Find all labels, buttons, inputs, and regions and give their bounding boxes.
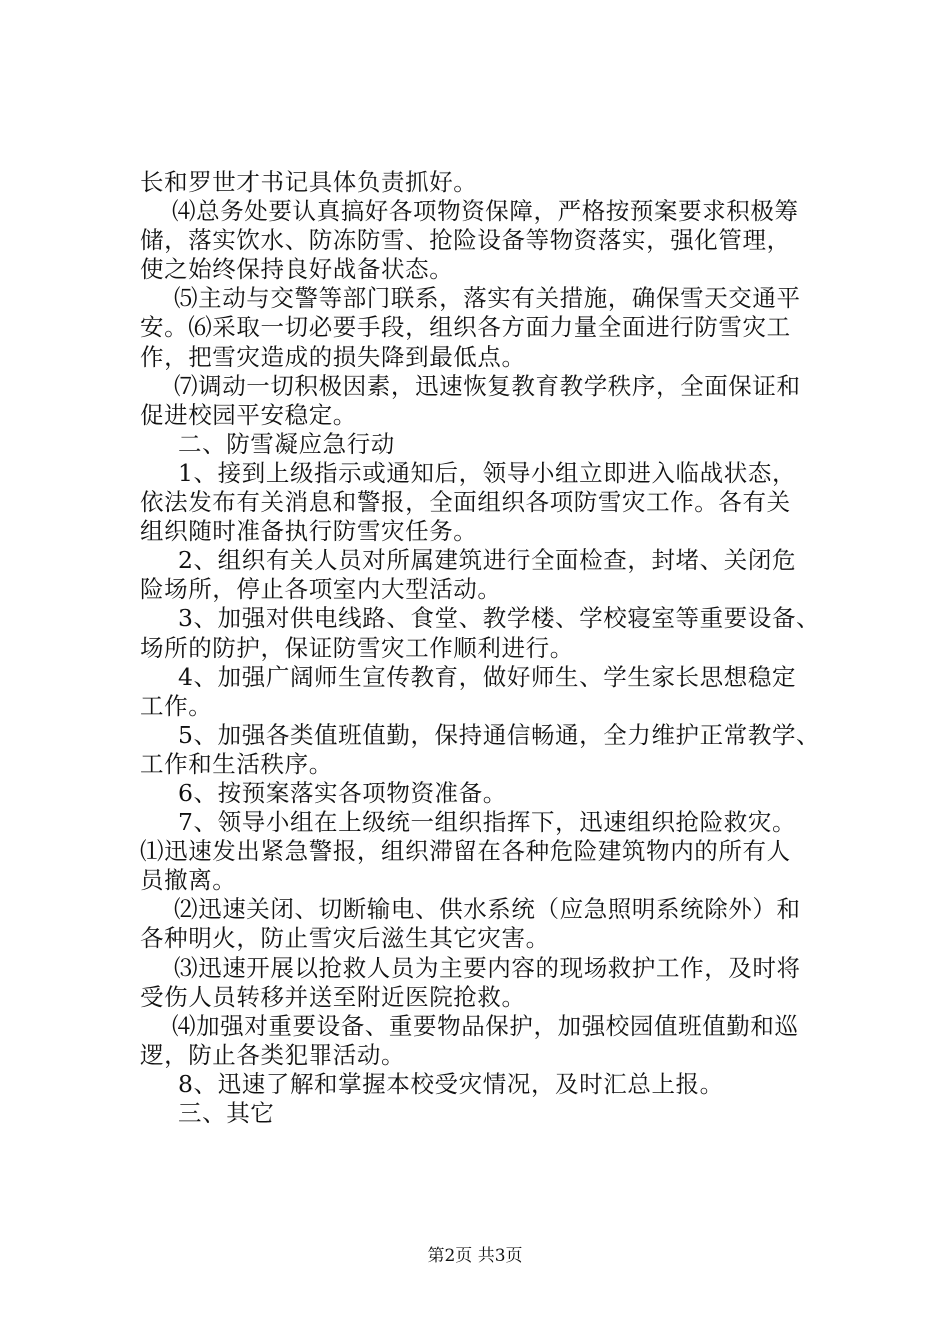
text-line: 工作。	[140, 691, 213, 720]
text-line: ⑷总务处要认真搞好各项物资保障，严格按预案要求积极筹	[172, 197, 799, 226]
text-line: ⑵迅速关闭、切断输电、供水系统（应急照明系统除外）和	[174, 895, 801, 924]
text-line: 2、组织有关人员对所属建筑进行全面检查，封堵、关闭危	[178, 546, 797, 575]
text-line: ⑺调动一切积极因素，迅速恢复教育教学秩序，全面保证和	[174, 371, 801, 400]
text-line: 8、迅速了解和掌握本校受灾情况，及时汇总上报。	[178, 1069, 724, 1098]
text-line: 1、接到上级指示或通知后，领导小组立即进入临战状态，	[178, 458, 797, 487]
text-line: 各种明火，防止雪灾后滋生其它灾害。	[140, 924, 550, 953]
text-line: 7、领导小组在上级统一组织指挥下，迅速组织抢险救灾。	[178, 808, 797, 837]
text-line: 二、防雪凝应急行动	[178, 429, 395, 458]
text-line: 作，把雪灾造成的损失降到最低点。	[140, 342, 526, 371]
text-line: 安。⑹采取一切必要手段，组织各方面力量全面进行防雪灾工	[140, 313, 791, 342]
text-line: 场所的防护，保证防雪灾工作顺利进行。	[140, 633, 574, 662]
page-number-text: 第2页 共3页	[427, 1246, 523, 1266]
text-line: 组织随时准备执行防雪灾任务。	[140, 517, 478, 546]
text-line: 三、其它	[178, 1099, 275, 1127]
text-line: ⑶迅速开展以抢救人员为主要内容的现场救护工作，及时将	[174, 953, 801, 982]
text-line: 工作和生活秩序。	[140, 749, 333, 778]
text-line: 促进校园平安稳定。	[140, 400, 357, 429]
text-line: 依法发布有关消息和警报，全面组织各项防雪灾工作。各有关	[140, 488, 791, 517]
text-line: 长和罗世才书记具体负责抓好。	[140, 168, 478, 196]
text-line: 储，落实饮水、防冻防雪、抢险设备等物资落实，强化管理，	[140, 226, 791, 255]
text-line: 4、加强广阔师生宣传教育，做好师生、学生家长思想稳定	[178, 662, 797, 691]
text-line: 6、按预案落实各项物资准备。	[178, 778, 507, 807]
text-line: 使之始终保持良好战备状态。	[140, 255, 454, 284]
text-line: 受伤人员转移并送至附近医院抢救。	[140, 982, 526, 1011]
text-line: ⑴迅速发出紧急警报，组织滞留在各种危险建筑物内的所有人	[140, 837, 791, 866]
text-line: 5、加强各类值班值勤，保持通信畅通，全力维护正常教学、	[178, 720, 821, 749]
text-line: 员撤离。	[140, 866, 237, 895]
page-footer	[0, 1246, 950, 1266]
text-line: 逻，防止各类犯罪活动。	[140, 1040, 406, 1069]
text-line: 险场所，停止各项室内大型活动。	[140, 575, 502, 604]
document-body	[140, 168, 840, 1128]
text-line: ⑷加强对重要设备、重要物品保护，加强校园值班值勤和巡	[172, 1011, 799, 1040]
text-line: 3、加强对供电线路、食堂、教学楼、学校寝室等重要设备、	[178, 604, 821, 633]
text-line: ⑸主动与交警等部门联系，落实有关措施，确保雪天交通平	[174, 284, 801, 313]
